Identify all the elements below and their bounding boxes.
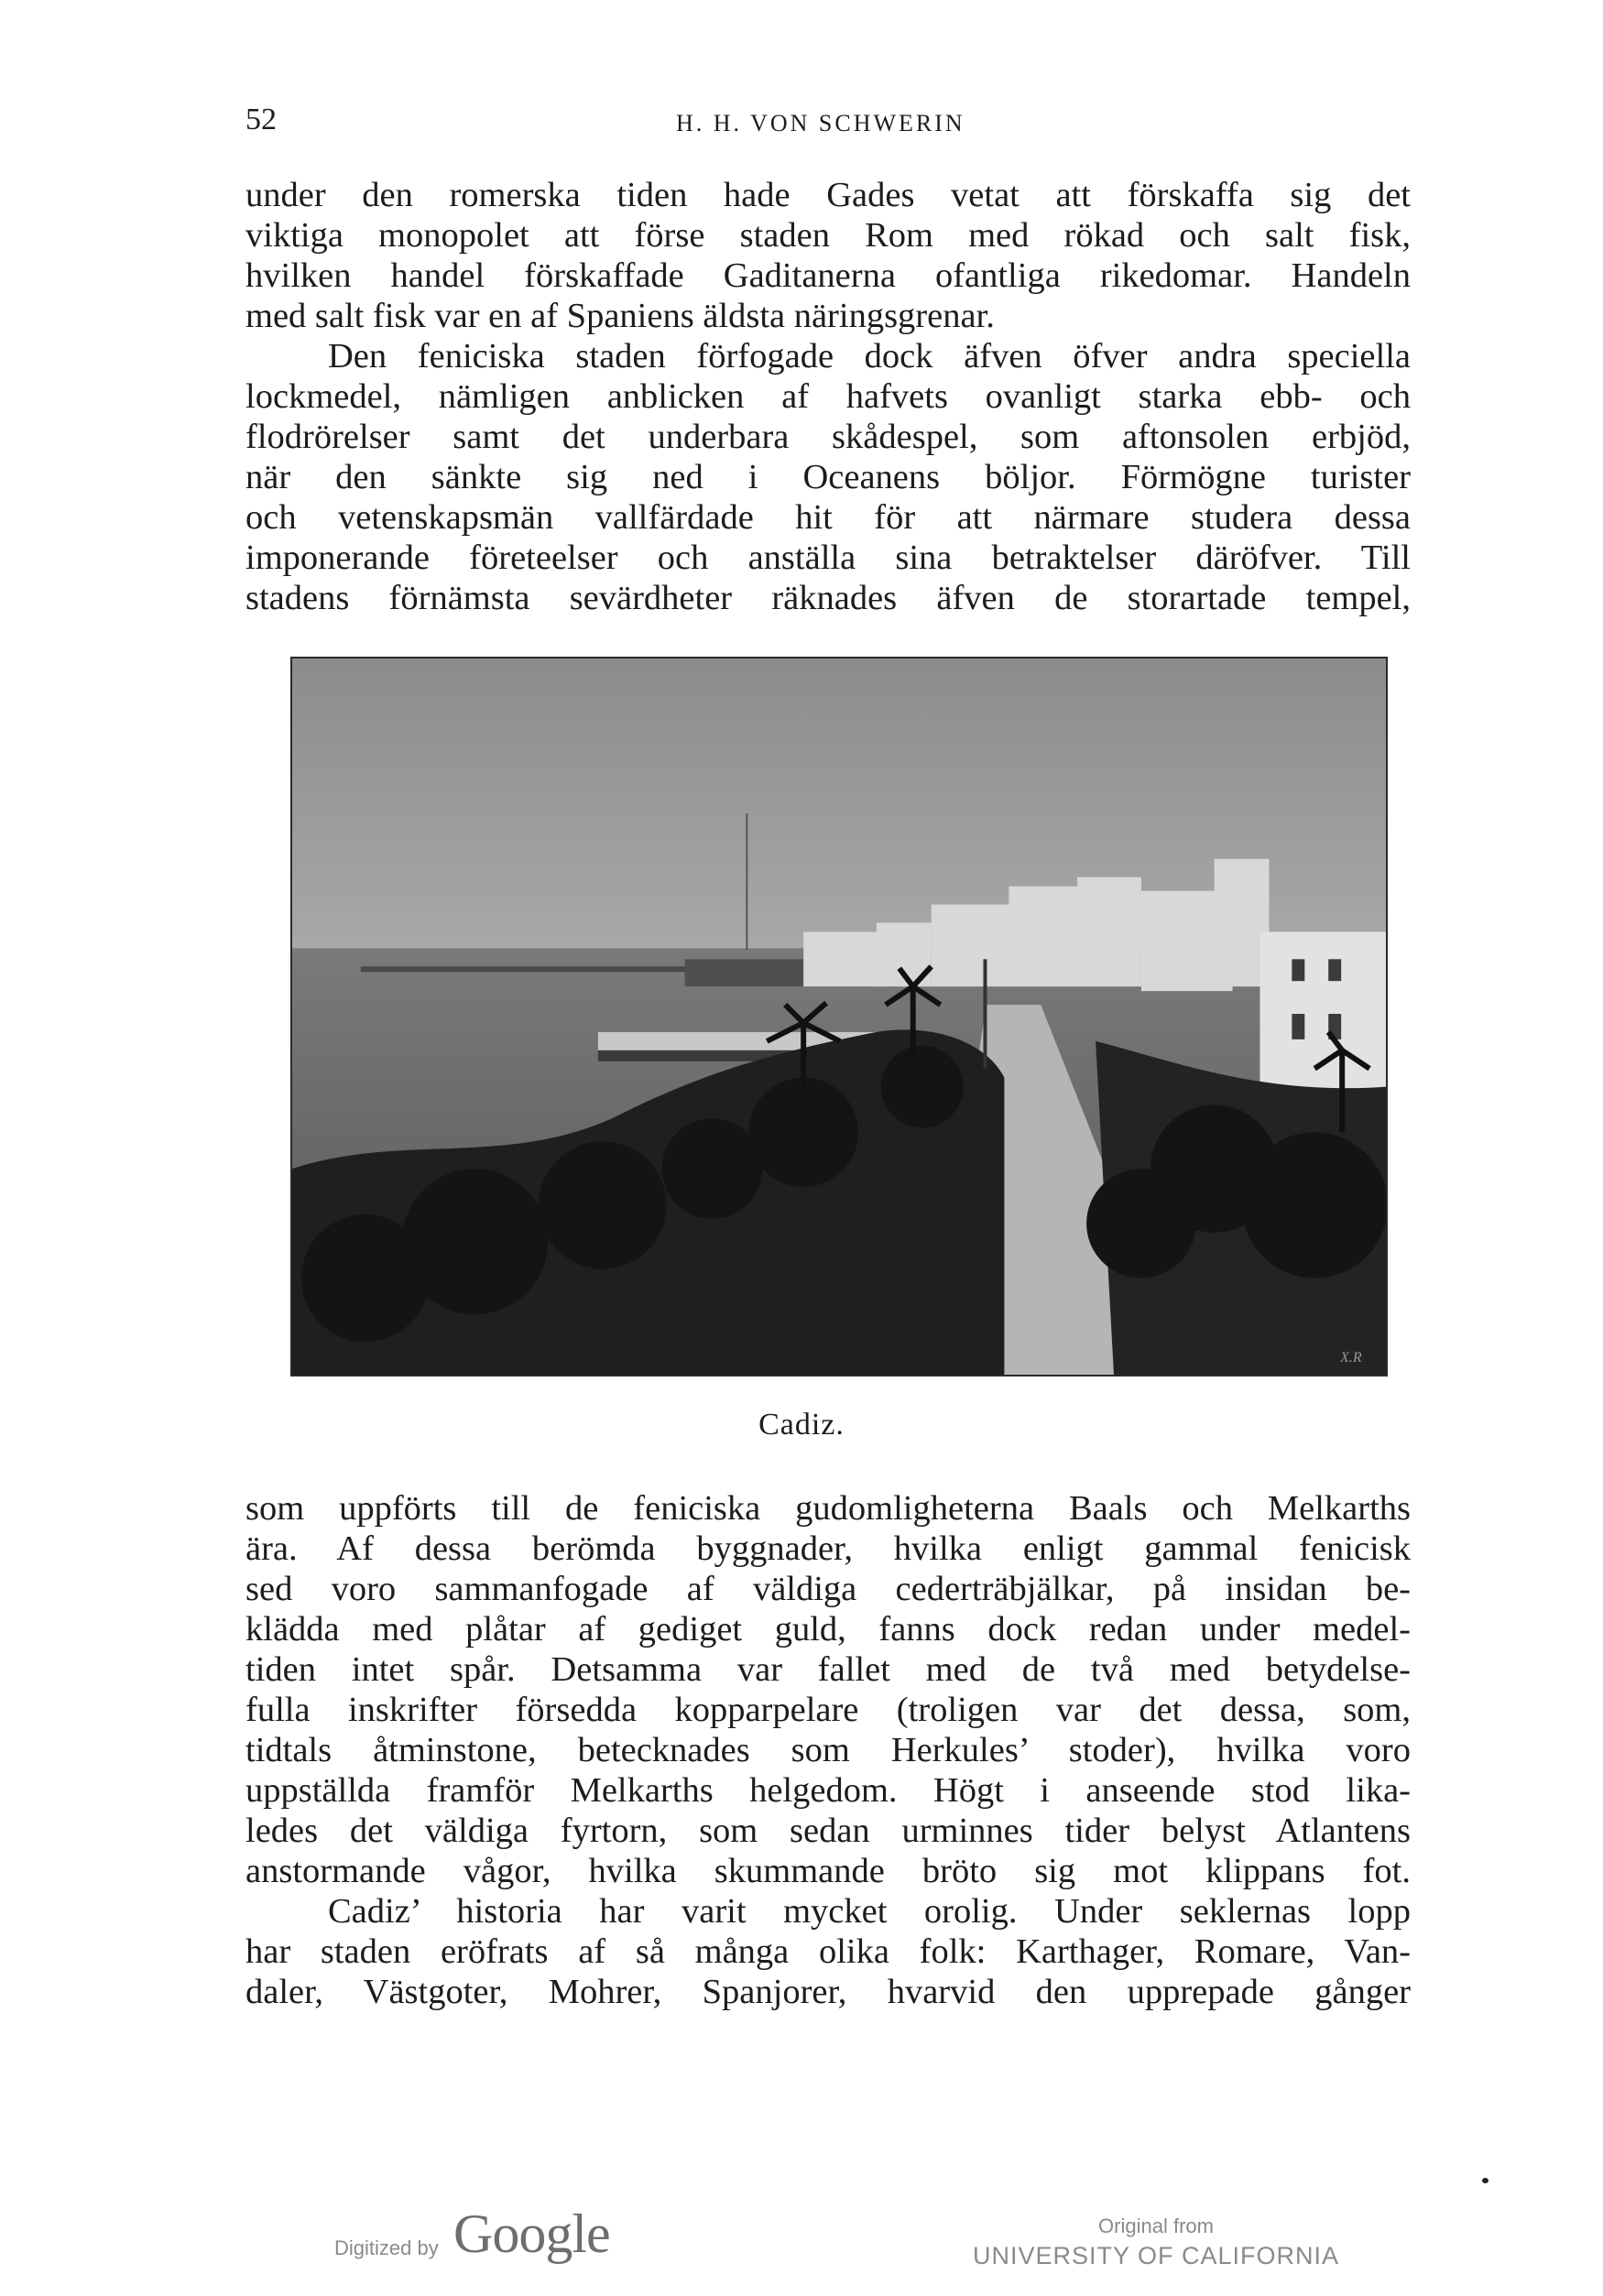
text-line: när den sänkte sig ned i Oceanens böljor. Förmögne turister <box>245 458 1411 496</box>
digitized-by-label: Digitized by <box>334 2236 439 2259</box>
text-block-top <box>245 175 1411 618</box>
original-from-label: Original from <box>1098 2214 1214 2237</box>
cadiz-photograph <box>290 657 1388 1377</box>
page-number: 52 <box>245 103 277 136</box>
text-line: ära. Af dessa berömda byggnader, hvilka enligt gammal fenicisk <box>245 1529 1411 1568</box>
text-line: Cadiz’ historia har varit mycket orolig. Under seklernas lopp <box>328 1892 1411 1931</box>
text-line: som uppförts till de feniciska gudomligheterna Baals och Melkarths <box>245 1489 1411 1528</box>
text-line: ledes det väldiga fyrtorn, som sedan urminnes tider belyst Atlantens <box>245 1812 1411 1850</box>
text-line: flodrörelser samt det underbara skådespel, som aftonsolen erbjöd, <box>245 418 1411 456</box>
text-line: sed voro sammanfogade af väldiga cederträbjälkar, på insidan be- <box>245 1570 1411 1608</box>
text-line: och vetenskapsmän vallfärdade hit för att närmare studera dessa <box>245 498 1411 537</box>
text-line: har staden eröfrats af så många olika folk: Karthager, Romare, Van- <box>245 1932 1411 1971</box>
text-line: viktiga monopolet att förse staden Rom med rökad och salt fisk, <box>245 216 1411 255</box>
text-line: daler, Västgoter, Mohrer, Spanjorer, hvarvid den upprepade gånger <box>245 1973 1411 2011</box>
text-line: tidtals åtminstone, betecknades som Herkules’ stoder), hvilka voro <box>245 1731 1411 1769</box>
text-line: stadens förnämsta sevärdheter räknades äfven de storartade tempel, <box>245 579 1411 617</box>
text-line: Den feniciska staden förfogade dock äfven öfver andra speciella <box>328 337 1411 375</box>
text-line: tiden intet spår. Detsamma var fallet med de två med betydelse- <box>245 1650 1411 1689</box>
text-line: under den romerska tiden hade Gades vetat att förskaffa sig det <box>245 176 1411 214</box>
cadiz-photo-illustration <box>292 658 1386 1375</box>
text-line: fulla inskrifter försedda kopparpelare (troligen var det dessa, som, <box>245 1691 1411 1729</box>
text-line: imponerande företeelser och anställa sina betraktelser däröfver. Till <box>245 539 1411 577</box>
scan-speck <box>1482 2178 1488 2183</box>
google-logo: Google <box>453 2204 610 2264</box>
engraver-signature: X.R <box>1340 1350 1362 1366</box>
text-line: klädda med plåtar af gediget guld, fanns dock redan under medel- <box>245 1610 1411 1649</box>
text-block-bottom <box>245 1488 1411 2012</box>
running-head: H. H. VON SCHWERIN <box>676 110 965 136</box>
text-line: lockmedel, nämligen anblicken af hafvets ovanligt starka ebb- och <box>245 377 1411 416</box>
text-line: anstormande vågor, hvilka skummande bröto sig mot klippans fot. <box>245 1852 1411 1890</box>
text-line: hvilken handel förskaffade Gaditanerna ofantliga rikedomar. Handeln <box>245 256 1411 295</box>
text-line: uppställda framför Melkarths helgedom. Högt i anseende stod lika- <box>245 1771 1411 1810</box>
text-line: med salt fisk var en af Spaniens äldsta näringsgrenar. <box>245 297 995 335</box>
figure-caption: Cadiz. <box>758 1408 845 1442</box>
institution-label: UNIVERSITY OF CALIFORNIA <box>972 2242 1340 2269</box>
